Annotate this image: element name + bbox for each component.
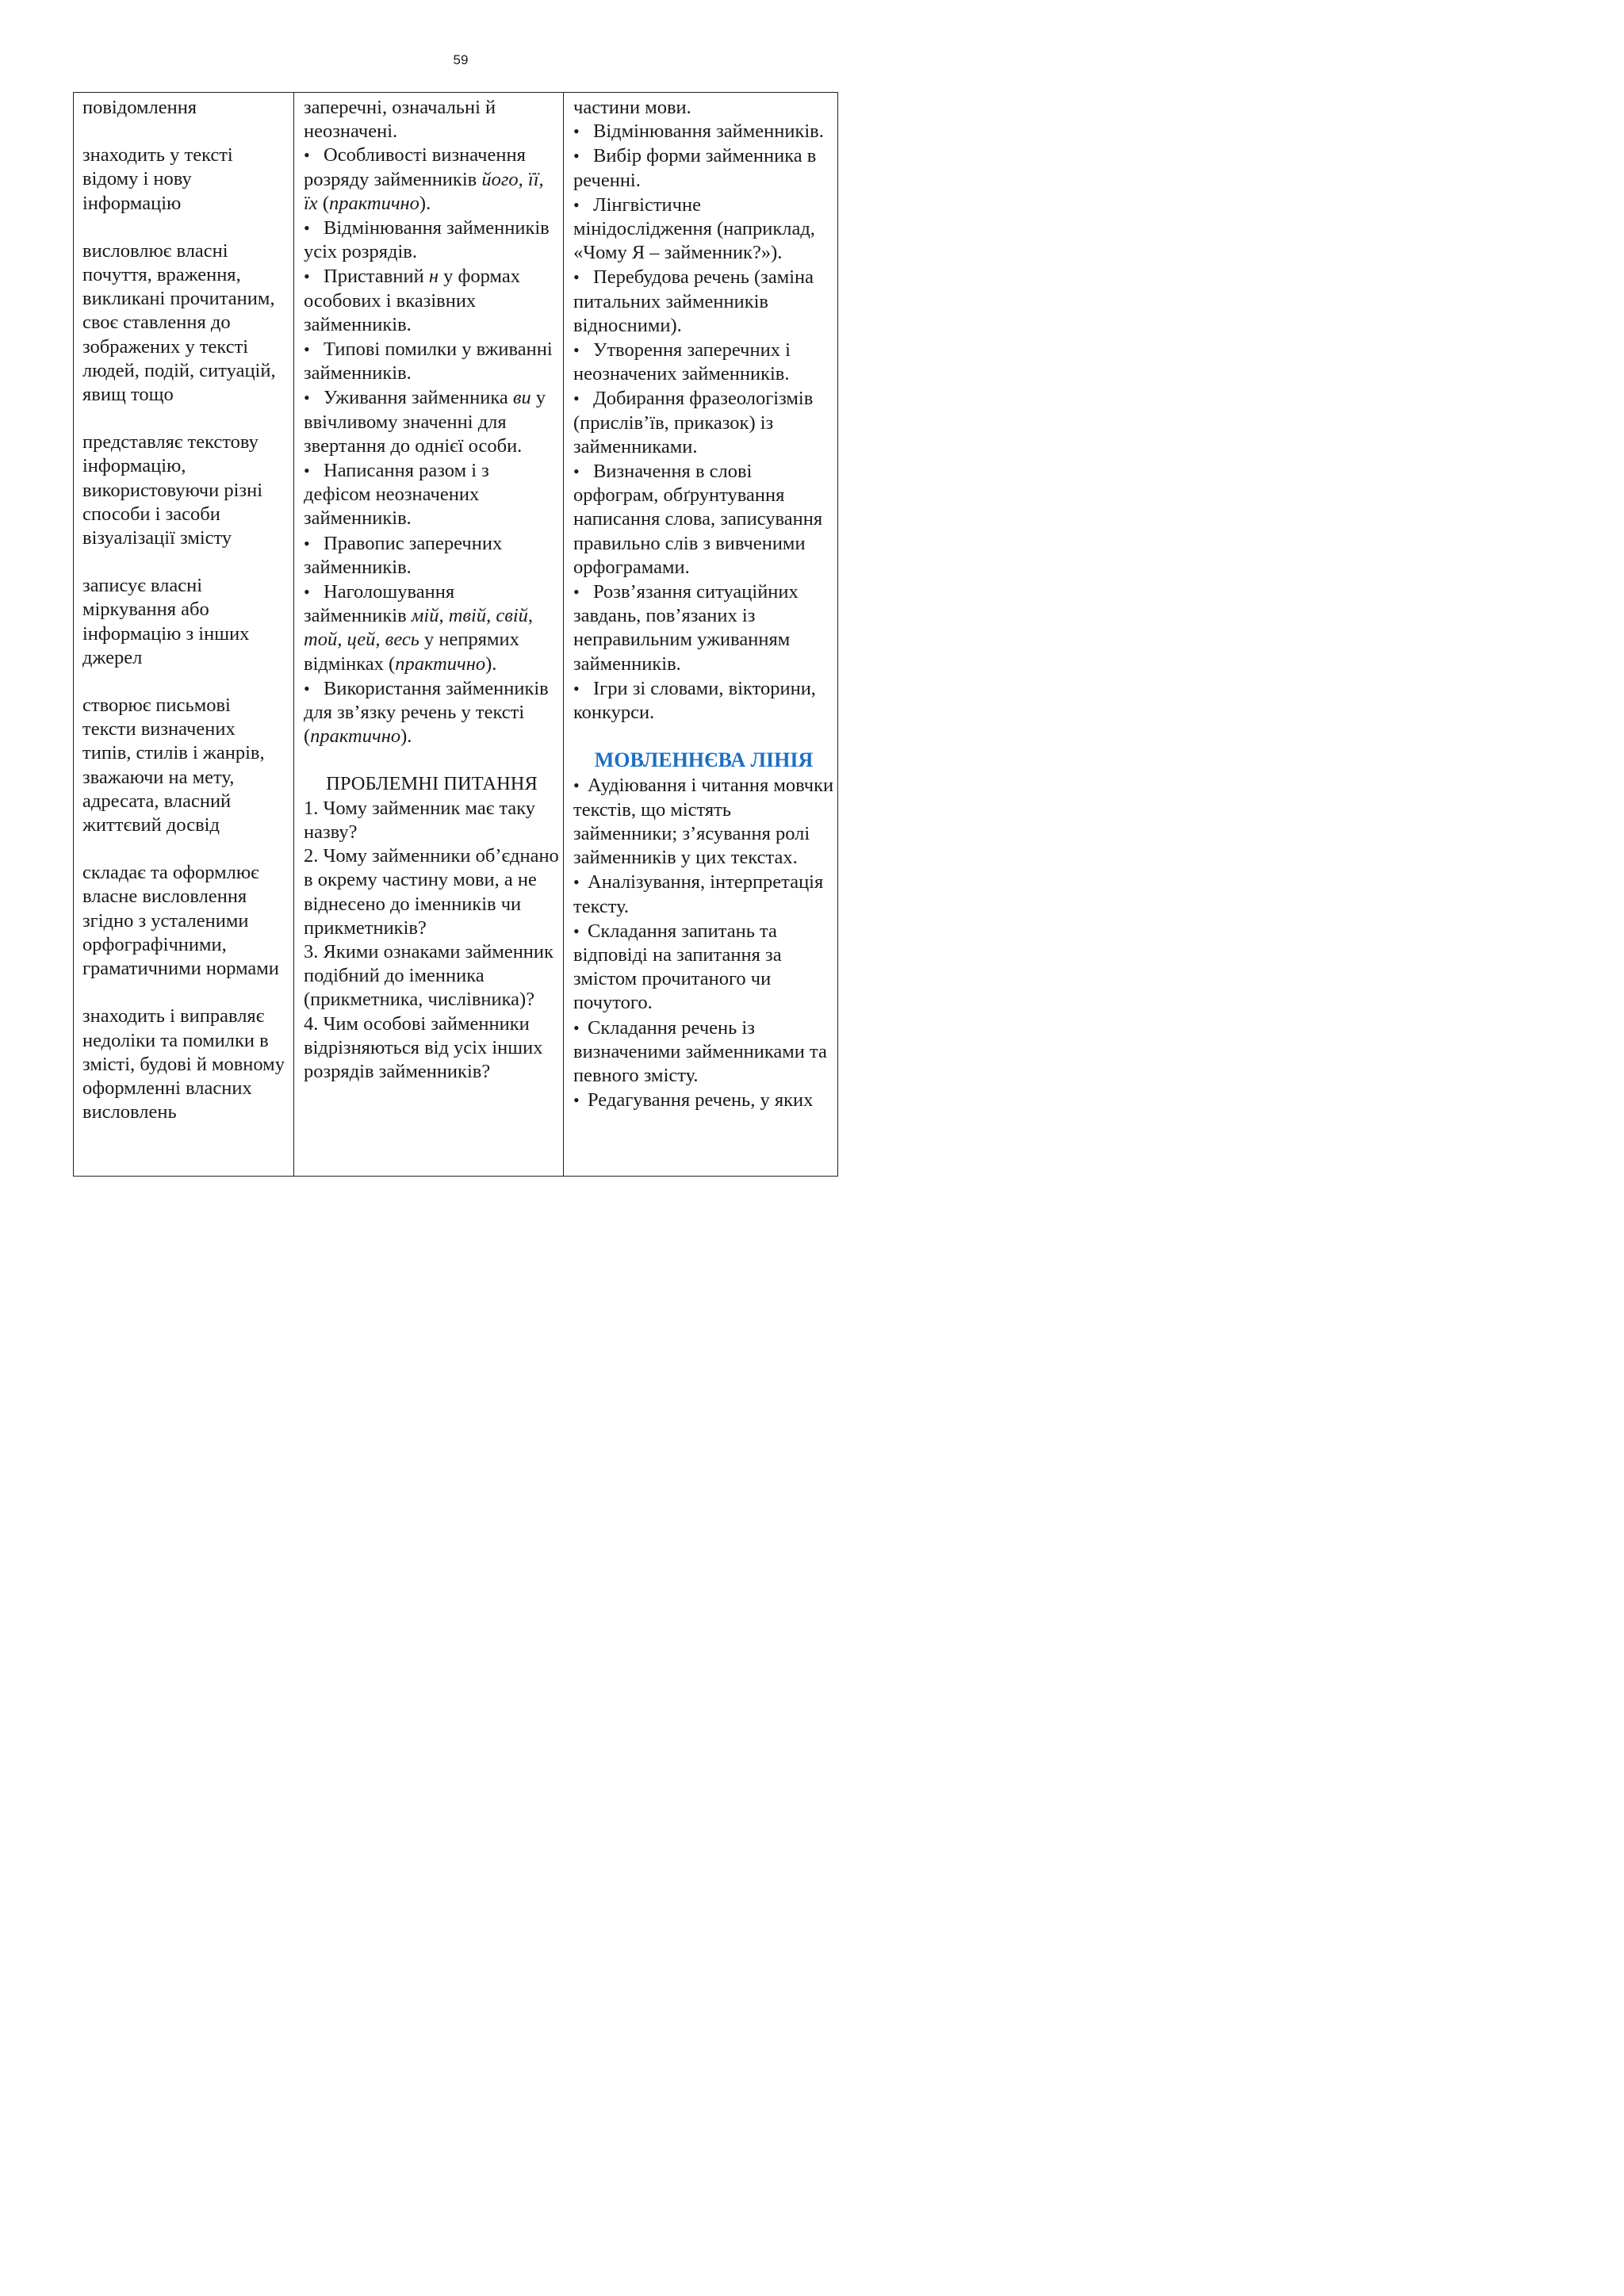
bullet-icon	[573, 580, 593, 604]
bullet-icon	[304, 338, 324, 362]
activity-bullet: •Ігри зі словами, вікторини, конкурси.	[573, 677, 834, 725]
speech-bullet: •Редагування речень, у яких	[573, 1089, 834, 1112]
outcome-item: складає та оформлює власне висловлення згідно з усталеними орфографічними, граматичними нормами	[82, 862, 279, 980]
activities-continuation: частини мови.	[573, 97, 691, 118]
content-column	[294, 93, 564, 1176]
curriculum-table	[73, 92, 838, 1177]
content-bullet: •Наголошування займенників мій, твій, свій, той, цей, весь у непрямих відмінках (практично).	[304, 580, 560, 676]
bullet-icon	[573, 677, 593, 701]
speech-bullet: •Аналізування, інтерпретація тексту.	[573, 871, 834, 918]
bullet-icon	[304, 265, 324, 289]
content-continuation: заперечні, означальні й неозначені.	[304, 97, 496, 143]
bullet-icon	[573, 193, 593, 217]
outcome-item: представляє текстову інформацію, використовуючи різні способи і засоби візуалізації змісту	[82, 431, 263, 549]
outcome-item: записує власні міркування або інформацію з інших джерел	[82, 575, 250, 668]
speech-bullet: •Складання речень із визначеними займенниками та певного змісту.	[573, 1016, 834, 1089]
outcome-item: повідомлення	[82, 97, 197, 118]
bullet-icon	[573, 920, 588, 943]
activity-bullet: •Перебудова речень (заміна питальних займенників відносними).	[573, 266, 834, 338]
bullet-icon	[573, 1089, 588, 1112]
bullet-icon	[573, 460, 593, 484]
activity-bullet: •Відмінювання займенників.	[573, 120, 834, 144]
bullet-icon	[573, 1016, 588, 1040]
bullet-icon	[304, 677, 324, 701]
content-bullet: •Відмінювання займенників усіх розрядів.	[304, 216, 560, 264]
content-bullet: •Приставний н у формах особових і вказівних займенників.	[304, 265, 560, 337]
problem-question: 2. Чому займенники об’єднано в окрему частину мови, а не віднесено до іменників чи прикметників?	[304, 845, 559, 939]
content-bullet: •Використання займенників для зв’язку речень у тексті (практично).	[304, 677, 560, 749]
bullet-icon	[304, 459, 324, 483]
bullet-icon	[573, 339, 593, 362]
learning-outcomes-column	[74, 93, 294, 1176]
bullet-icon	[304, 216, 324, 240]
bullet-icon	[573, 387, 593, 411]
content-bullet: •Особливості визначення розряду займенників його, її, їх (практично).	[304, 144, 560, 216]
problem-questions-heading: ПРОБЛЕМНІ ПИТАННЯ	[326, 773, 538, 795]
activities-column	[564, 93, 837, 1176]
outcome-item: створює письмові тексти визначених типів, стилів і жанрів, зважаючи на мету, адресата, власний життєвий досвід	[82, 695, 265, 836]
content-bullet: •Уживання займенника ви у ввічливому значенні для звертання до однієї особи.	[304, 386, 560, 458]
bullet-icon	[573, 774, 588, 798]
activity-bullet: •Розв’язання ситуаційних завдань, пов’язаних із неправильним уживанням займенників.	[573, 580, 834, 676]
speech-bullet: •Складання запитань та відповіді на запитання за змістом прочитаного чи почутого.	[573, 920, 834, 1016]
outcome-item: знаходить у тексті відому і нову інформацію	[82, 144, 233, 214]
problem-question: 4. Чим особові займенники відрізняються від усіх інших розрядів займенників?	[304, 1012, 543, 1082]
activity-bullet: •Утворення заперечних і неозначених займенників.	[573, 339, 834, 386]
content-bullet: •Правопис заперечних займенників.	[304, 532, 560, 580]
outcome-item: висловлює власні почуття, враження, викликані прочитаним, своє ставлення до зображених у тексті людей, подій, ситуацій, явищ тощо	[82, 239, 276, 406]
outcome-item: знаходить і виправляє недоліки та помилки в змісті, будові й мовному оформленні власних висловлень	[82, 1005, 285, 1123]
activity-bullet: •Лінгвістичне мінідослідження (наприклад, «Чому Я – займенник?»).	[573, 193, 834, 266]
activity-bullet: •Добирання фразеологізмів (прислів’їв, приказок) із займенниками.	[573, 387, 834, 459]
bullet-icon	[573, 871, 588, 894]
bullet-icon	[304, 580, 324, 604]
bullet-icon	[304, 386, 324, 410]
page-number: 59	[453, 52, 469, 67]
problem-question: 1. Чому займенник має таку назву?	[304, 797, 536, 843]
activity-bullet: •Визначення в слові орфограм, обґрунтування написання слова, записування правильно слів з вивченими орфограмами.	[573, 460, 834, 580]
speech-line-heading: МОВЛЕННЄВА ЛІНІЯ	[594, 748, 814, 772]
content-bullet: •Написання разом і з дефісом неозначених займенників.	[304, 459, 560, 531]
bullet-icon	[573, 266, 593, 289]
bullet-icon	[304, 144, 324, 167]
bullet-icon	[573, 120, 593, 144]
problem-question: 3. Якими ознаками займенник подібний до іменника (прикметника, числівника)?	[304, 940, 553, 1011]
bullet-icon	[573, 144, 593, 168]
speech-bullet: •Аудіювання і читання мовчки текстів, що містять займенники; з’ясування ролі займенників у цих текстах.	[573, 774, 834, 870]
activity-bullet: •Вибір форми займенника в реченні.	[573, 144, 834, 192]
bullet-icon	[304, 532, 324, 556]
content-bullet: •Типові помилки у вживанні займенників.	[304, 338, 560, 385]
